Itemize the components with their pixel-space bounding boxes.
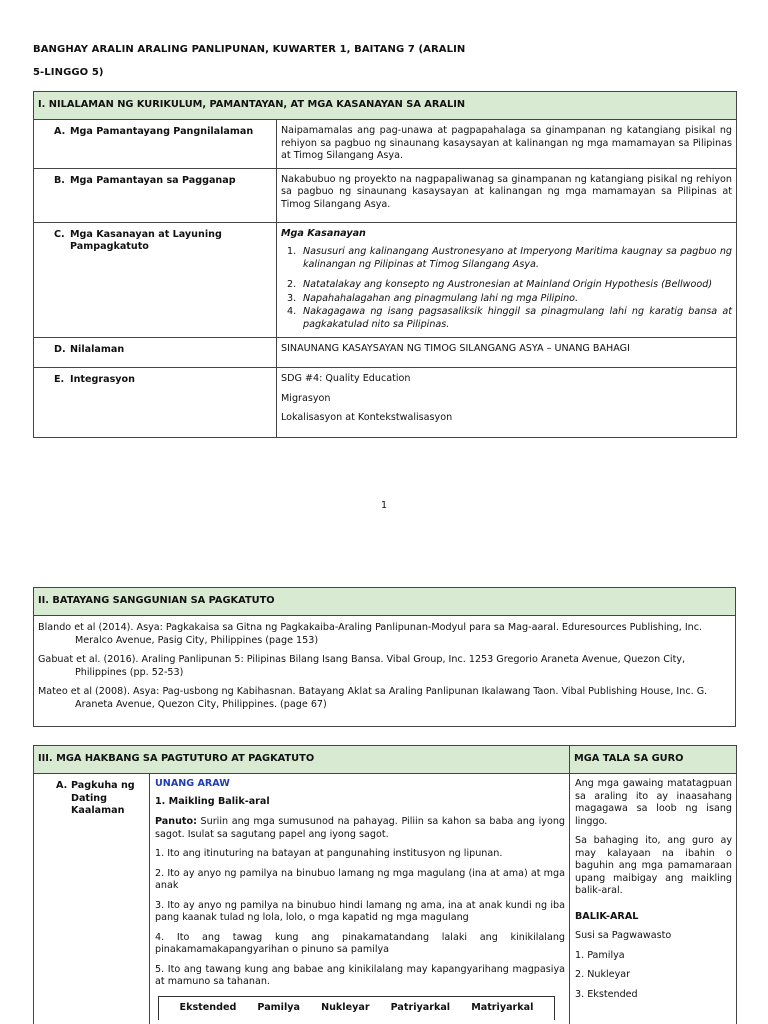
row-b-letter: B. (54, 174, 65, 186)
row-a-label (34, 120, 277, 169)
row-b-label (34, 168, 277, 222)
row-b-label-text: Mga Pamantayan sa Pagganap (70, 174, 236, 186)
word-bank-item: Matriyarkal (471, 1001, 534, 1013)
question-item: 1. Ito ang itinuturing na batayan at pangunahing institusyon ng lipunan. (155, 848, 503, 859)
section2-header: II. BATAYANG SANGGUNIAN SA PAGKATUTO (34, 588, 736, 616)
row-e-value (277, 368, 737, 438)
section3-header: III. MGA HAKBANG SA PAGTUTURO AT PAGKATUTO (34, 746, 570, 774)
document-title-line2: 5-LINGGO 5) (33, 67, 104, 78)
question-item: 3. Ito ay anyo ng pamilya na binubuo hindi lamang ng ama, ina at anak kundi ng iba pang kaanak tulad ng lola, lolo, o mga kapatid ng mga magulang (155, 899, 565, 923)
row-c-value (277, 222, 737, 338)
row-c-label-line2: Pampagkatuto (70, 241, 149, 252)
day-heading: UNANG ARAW (155, 778, 230, 789)
step-a-label-line: Pagkuha ng (71, 780, 135, 791)
word-bank-box (158, 996, 555, 1020)
list-item: 3. Napahahalagahan ang pinagmulang lahi ng mga Pilipino. (287, 292, 579, 304)
references-table (33, 587, 736, 727)
references-list (34, 616, 736, 727)
instructions (155, 816, 565, 841)
word-bank-item: Patriyarkal (390, 1001, 451, 1013)
word-bank-item: Nukleyar (321, 1001, 370, 1013)
skills-heading: Mga Kasanayan (281, 227, 366, 239)
answer-item: 1. Pamilya (575, 949, 625, 961)
section1-header: I. NILALAMAN NG KURIKULUM, PAMANTAYAN, AT MGA KASANAYAN SA ARALIN (34, 92, 737, 120)
note-paragraph: Sa bahaging ito, ang guro ay may kalayaan na ibahin o baguhin ang mga pamamaraan upang maibigay ang maikling balik-aral. (575, 835, 732, 896)
reference-item: Blando et al (2014). Asya: Pagkakaisa sa Gitna ng Pagkakaiba-Araling Panlipunan-Modyul para sa Mag-aaral. Eduresources Publishing, Inc. Meralco Avenue, Pasig City, Philippines (page 153) (38, 622, 703, 646)
reference-item: Gabuat et al. (2016). Araling Panlipunan 5: Pilipinas Bilang Isang Bansa. Vibal Group, Inc. 1253 Gregorio Araneta Avenue, Quezon City, Philippines (pp. 52-53) (38, 654, 686, 678)
row-d-label-text: Nilalaman (70, 344, 125, 355)
step-a-content (150, 774, 570, 1024)
row-a-label-text: Mga Pamantayang Pangnilalaman (70, 126, 254, 137)
teacher-notes (570, 774, 737, 1024)
row-d-letter: D. (54, 344, 66, 355)
step-a-label-line: Kaalaman (71, 805, 125, 816)
integration-item: Migrasyon (281, 392, 331, 404)
skills-list (281, 246, 732, 331)
list-item: 2. Natatalakay ang konsepto ng Austronesian at Mainland Origin Hypothesis (Bellwood) (287, 279, 713, 290)
step-a-label-line: Dating (71, 792, 108, 804)
instructions-text: Suriin ang mga sumusunod na pahayag. Piliin sa kahon sa baba ang iyong sagot. Isulat sa sagutang papel ang iyong sagot. (155, 816, 565, 840)
page-number: 1 (380, 500, 388, 511)
question-item: 4. Ito ang tawag kung ang pinakamatandang lalaki ang kinikilalang pinakamamakapangyarihan o pinuno sa pamilya (155, 931, 565, 955)
word-bank-item: Pamilya (257, 1001, 300, 1013)
activity-heading: 1. Maikling Balik-aral (155, 795, 270, 807)
row-e-label-text: Integrasyon (70, 374, 135, 385)
list-item: 1. Nasusuri ang kalinangang Austronesyano at Imperyong Maritima kaugnay sa pagbuo ng kalinangan ng Pilipinas at Timog Silangang Asya. (287, 246, 733, 270)
reference-item: Mateo et al (2008). Asya: Pag-usbong ng Kabihasnan. Batayang Aklat sa Araling Panlipunan Ikalawang Taon. Vibal Publishing House, Inc. G. Araneta Avenue, Quezon City, Philippines. (page 67) (38, 686, 708, 710)
answer-item: 2. Nukleyar (575, 969, 631, 980)
row-b-value: Nakabubuo ng proyekto na nagpapaliwanag sa ginampanan ng katangiang pisikal ng rehiyon sa pagbuo ng sinaunang kasaysayan at kalinangan ng mga mamamayan sa Pilipinas at Timog Silangang Asya. (277, 168, 737, 222)
row-c-letter: C. (54, 228, 65, 240)
row-c-label (34, 222, 277, 338)
row-e-label (34, 368, 277, 438)
step-a-label (34, 774, 150, 1024)
curriculum-table (33, 91, 737, 438)
teaching-steps-table (33, 745, 737, 1024)
integration-item: Lokalisasyon at Kontekstwalisasyon (281, 412, 453, 423)
row-d-label (34, 338, 277, 368)
instructions-label: Panuto: (155, 816, 197, 827)
word-bank-item: Ekstended (179, 1001, 237, 1013)
note-paragraph: Ang mga gawaing matatagpuan sa araling ito ay inaasahang magagawa sa loob ng isang linggo. (575, 778, 732, 827)
notes-header: MGA TALA SA GURO (570, 746, 737, 774)
row-e-letter: E. (54, 374, 65, 385)
review-heading: BALIK-ARAL (575, 910, 639, 922)
answer-item: 3. Ekstended (575, 988, 638, 1000)
row-a-value: Naipamamalas ang pag-unawa at pagpapahalaga sa ginampanan ng katangiang pisikal ng rehiyon sa pagbuo ng sinaunang kasaysayan at kalinangan ng mga mamamayan sa Pilipinas at Timog Silangang Asya. (277, 120, 737, 169)
integration-item: SDG #4: Quality Education (281, 373, 411, 384)
row-c-label-line1: Mga Kasanayan at Layuning (70, 228, 222, 240)
document-title-line1: BANGHAY ARALIN ARALING PANLIPUNAN, KUWARTER 1, BAITANG 7 (ARALIN (33, 44, 466, 55)
answer-key-heading: Susi sa Pagwawasto (575, 930, 672, 941)
list-item: 4. Nakagagawa ng isang pagsasaliksik hinggil sa pinagmulang lahi ng karatig bansa at pagkakatulad nito sa Pilipinas. (287, 306, 733, 330)
row-d-value: SINAUNANG KASAYSAYAN NG TIMOG SILANGANG ASYA – UNANG BAHAGI (277, 338, 737, 368)
question-item: 5. Ito ang tawang kung ang babae ang kinikilalang may kapangyarihang magpasiya at mamuno sa tahanan. (155, 963, 565, 987)
question-item: 2. Ito ay anyo ng pamilya na binubuo lamang ng mga magulang (ina at ama) at mga anak (155, 867, 565, 891)
step-a-letter: A. (56, 780, 68, 791)
row-a-letter: A. (54, 126, 66, 137)
